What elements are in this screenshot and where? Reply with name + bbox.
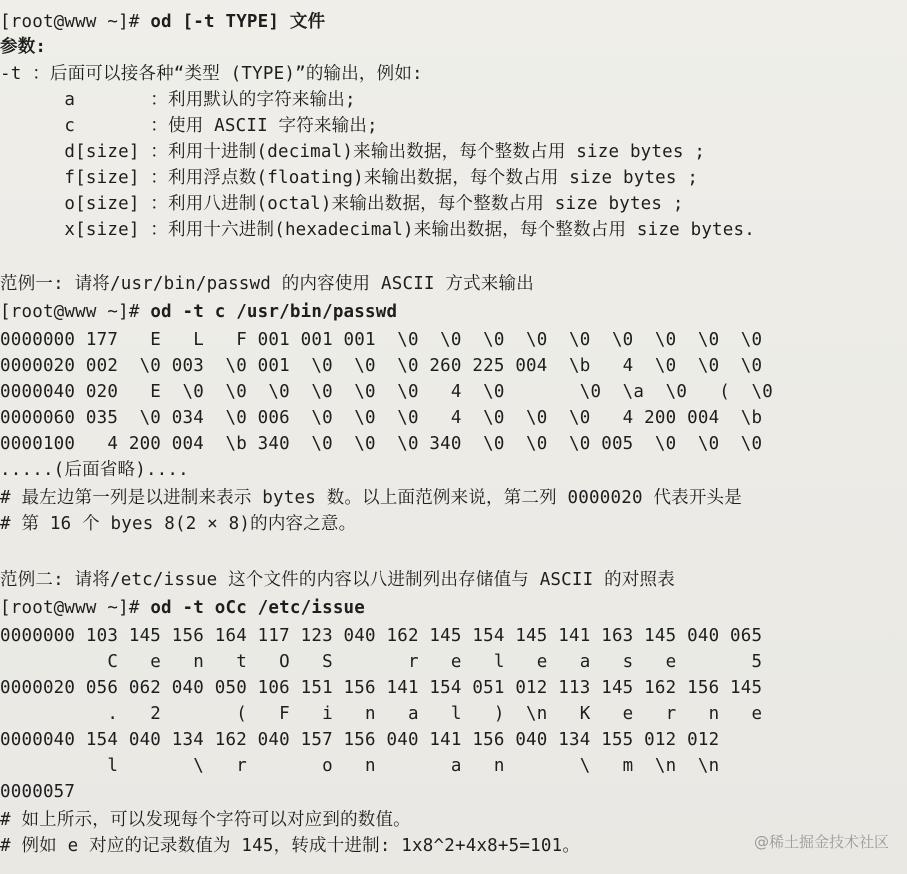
type-f-line: f[size] ：利用浮点数(floating)来输出数据，每个数占用 size bytes ; — [0, 168, 699, 188]
example2-output-row: 0000000 103 145 156 164 117 123 040 162 145 154 145 141 163 145 040 065 — [0, 626, 763, 646]
params-label: 参数: — [0, 37, 47, 57]
example1-note: # 最左边第一列是以进制来表示 bytes 数。以上面范例来说，第二列 0000020 代表开头是 — [0, 488, 742, 508]
t-option-description: -t ：后面可以接各种“类型 (TYPE)”的输出，例如: — [0, 64, 423, 84]
example1-output-row: 0000040 020 E \0 \0 \0 \0 \0 \0 4 \0 \0 \a \0 ( \0 — [0, 382, 773, 402]
example2-output-chars: . 2 ( F i n a l ) \n K e r n e — [0, 704, 763, 724]
example1-title: 范例一: 请将/usr/bin/passwd 的内容使用 ASCII 方式来输出 — [0, 274, 534, 294]
od-syntax-command: od [-t TYPE] 文件 — [150, 12, 326, 32]
type-a-line: a ：利用默认的字符来输出; — [0, 90, 356, 110]
example1-command-line — [0, 300, 397, 324]
example2-output-chars: C e n t O S r e l e a s e 5 — [0, 652, 763, 672]
example2-output-row: 0000040 154 040 134 162 040 157 156 040 141 156 040 134 155 012 012 — [0, 730, 720, 750]
example2-command-line — [0, 596, 365, 620]
example1-command: od -t c /usr/bin/passwd — [150, 302, 398, 322]
example2-note: # 例如 e 对应的记录数值为 145，转成十进制: 1x8^2+4x8+5=101。 — [0, 836, 581, 856]
example1-output-row: 0000000 177 E L F 001 001 001 \0 \0 \0 \0 \0 \0 \0 \0 \0 — [0, 330, 763, 350]
example2-output-end: 0000057 — [0, 782, 76, 802]
watermark: @稀土掘金技术社区 — [753, 833, 889, 851]
example1-note: # 第 16 个 byes 8(2 × 8)的内容之意。 — [0, 514, 357, 534]
type-o-line: o[size] ：利用八进制(octal)来输出数据，每个整数占用 size bytes ; — [0, 194, 684, 214]
shell-prompt: [root@www ~]# — [0, 598, 151, 618]
example2-command: od -t oCc /etc/issue — [150, 598, 366, 618]
example2-title: 范例二: 请将/etc/issue 这个文件的内容以八进制列出存储值与 ASCII 的对照表 — [0, 570, 675, 590]
syntax-line — [0, 10, 325, 34]
example2-output-row: 0000020 056 062 040 050 106 151 156 141 154 051 012 113 145 162 156 145 — [0, 678, 763, 698]
example1-output-row: 0000020 002 \0 003 \0 001 \0 \0 \0 260 225 004 \b 4 \0 \0 \0 — [0, 356, 763, 376]
example2-note: # 如上所示，可以发现每个字符可以对应到的数值。 — [0, 810, 411, 830]
type-c-line: c ：使用 ASCII 字符来输出; — [0, 116, 378, 136]
example1-output-omitted: .....(后面省略).... — [0, 460, 189, 480]
example2-output-chars: l \ r o n a n \ m \n \n — [0, 756, 720, 776]
shell-prompt: [root@www ~]# — [0, 302, 151, 322]
example1-output-row: 0000100 4 200 004 \b 340 \0 \0 \0 340 \0 \0 \0 005 \0 \0 \0 — [0, 434, 763, 454]
type-x-line: x[size] ：利用十六进制(hexadecimal)来输出数据，每个整数占用 size bytes. — [0, 220, 755, 240]
type-d-line: d[size] ：利用十进制(decimal)来输出数据，每个整数占用 size bytes ; — [0, 142, 706, 162]
shell-prompt: [root@www ~]# — [0, 12, 151, 32]
example1-output-row: 0000060 035 \0 034 \0 006 \0 \0 \0 4 \0 \0 \0 4 200 004 \b — [0, 408, 763, 428]
